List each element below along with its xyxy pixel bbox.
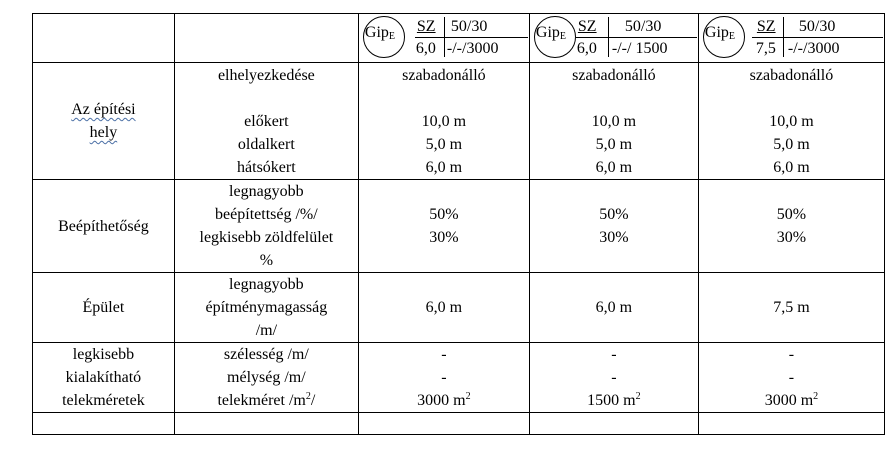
zone-height: 7,5: [755, 40, 776, 57]
buildability-sublabel-4: %: [259, 252, 274, 269]
placement-value: szabadonálló: [572, 67, 656, 84]
lot-depth-value: -: [441, 369, 447, 386]
lot-width-value: -: [611, 346, 617, 363]
rear-yard-value: 6,0 m: [595, 159, 633, 176]
lot-width-label: szélesség /m/: [223, 346, 309, 363]
lot-size-label-line-3: telekméretek: [62, 392, 145, 409]
empty-cell: [698, 413, 884, 435]
buildability-sublabel-2: beépítettség /%/: [215, 206, 318, 223]
empty-cell: [358, 413, 529, 435]
building-height-value-1: 6,0 m: [358, 273, 529, 343]
rear-yard-label: hátsókert: [237, 159, 296, 176]
regulation-table: [32, 13, 885, 435]
header-empty-cell-1: [33, 14, 175, 63]
front-yard-value: 10,0 m: [591, 113, 637, 130]
zone-type: SZ: [756, 18, 776, 35]
zone-code-cell-3: [698, 14, 884, 63]
zone-name: Gip$_E$: [704, 24, 735, 42]
lot-size-row: [33, 343, 885, 413]
lot-depth-value: -: [611, 369, 617, 386]
green-area-value: 30%: [429, 229, 459, 246]
empty-cell: [174, 413, 358, 435]
side-yard-value: 5,0 m: [595, 136, 633, 153]
building-sublabel-2: építménymagasság: [205, 299, 328, 316]
buildability-values-1: [358, 180, 529, 273]
zone-code-3: [699, 15, 884, 61]
zone-code-cell-1: [358, 14, 529, 63]
buildability-sublabel-3: legkisebb zöldfelület: [199, 229, 334, 246]
zone-ratio: 50/30: [450, 18, 488, 35]
zone-name: Gip$_E$: [364, 24, 396, 42]
side-yard-value: 5,0 m: [773, 136, 810, 153]
placement-value: szabadonálló: [402, 67, 486, 84]
lot-size-values-2: [529, 343, 698, 413]
buildability-values-2: [529, 180, 698, 273]
empty-cell: [529, 413, 698, 435]
zone-lot: -/-/3000: [787, 40, 840, 57]
zone-code-cell-2: [529, 14, 698, 63]
zone-code-2: [530, 15, 698, 61]
green-area-value: 30%: [776, 229, 807, 246]
coverage-value: 50%: [429, 206, 459, 223]
zone-name: Gip$_E$: [535, 24, 567, 42]
building-site-values-2: [529, 63, 698, 180]
rear-yard-value: 6,0 m: [773, 159, 810, 176]
header-empty-cell-2: [174, 14, 358, 63]
side-yard-value: 5,0 m: [425, 136, 463, 153]
zone-code-1: [359, 15, 529, 61]
lot-width-value: -: [441, 346, 447, 363]
buildability-sublabels: [174, 180, 358, 273]
building-sublabel-1: legnagyobb: [229, 276, 304, 293]
front-yard-value: 10,0 m: [421, 113, 467, 130]
zone-height: 6,0: [415, 40, 436, 57]
building-height-value-2: 6,0 m: [529, 273, 698, 343]
lot-size-sublabels: [174, 343, 358, 413]
building-height-value-3: 7,5 m: [698, 273, 884, 343]
building-label: Épület: [33, 273, 175, 343]
zone-lot: -/-/ 1500: [611, 40, 668, 57]
building-sublabels: [174, 273, 358, 343]
lot-area-label: telekméret $/m^2/$: [217, 391, 316, 409]
buildability-row: [33, 180, 885, 273]
zone-type: SZ: [416, 18, 436, 35]
placement-label: elhelyezkedése: [217, 67, 315, 84]
building-site-values-1: [358, 63, 529, 180]
empty-row: [33, 413, 885, 435]
lot-area-value: 3000 $m^2$: [417, 391, 471, 409]
lot-size-values-1: [358, 343, 529, 413]
coverage-value: 50%: [599, 206, 629, 223]
coverage-value: 50%: [776, 206, 807, 223]
buildability-sublabel-1: legnagyobb: [229, 183, 304, 200]
zone-lot: -/-/3000: [446, 40, 499, 57]
lot-area-value: 3000 $m^2$: [764, 391, 819, 409]
zone-header-row: [33, 14, 885, 63]
zone-type: SZ: [577, 18, 597, 35]
building-site-row: [33, 63, 885, 180]
zone-ratio: 50/30: [798, 18, 836, 35]
rear-yard-value: 6,0 m: [425, 159, 463, 176]
building-row: [33, 273, 885, 343]
building-site-sublabels: [174, 63, 358, 180]
front-yard-label: előkert: [244, 113, 289, 130]
zone-ratio: 50/30: [624, 18, 662, 35]
zone-height: 6,0: [576, 40, 597, 57]
building-site-label: [33, 63, 175, 180]
side-yard-label: oldalkert: [237, 136, 295, 153]
lot-width-value: -: [788, 346, 795, 363]
lot-depth-label: mélység /m/: [227, 369, 306, 386]
buildability-label: Beépíthetőség: [33, 180, 175, 273]
lot-size-label-line-1: legkisebb: [72, 346, 135, 363]
empty-cell: [33, 413, 175, 435]
front-yard-value: 10,0 m: [769, 113, 814, 130]
placement-value: szabadonálló: [749, 67, 834, 84]
lot-area-value: 1500 $m^2$: [587, 391, 641, 409]
building-sublabel-3: /m/: [255, 322, 278, 339]
lot-size-label: [33, 343, 175, 413]
building-site-label-line-1: Az építési: [71, 101, 136, 118]
lot-size-values-3: [698, 343, 884, 413]
buildability-values-3: [698, 180, 884, 273]
building-site-values-3: [698, 63, 884, 180]
lot-depth-value: -: [788, 369, 795, 386]
green-area-value: 30%: [599, 229, 629, 246]
lot-size-label-line-2: kialakítható: [65, 369, 142, 386]
building-site-label-line-2: hely: [89, 124, 118, 141]
